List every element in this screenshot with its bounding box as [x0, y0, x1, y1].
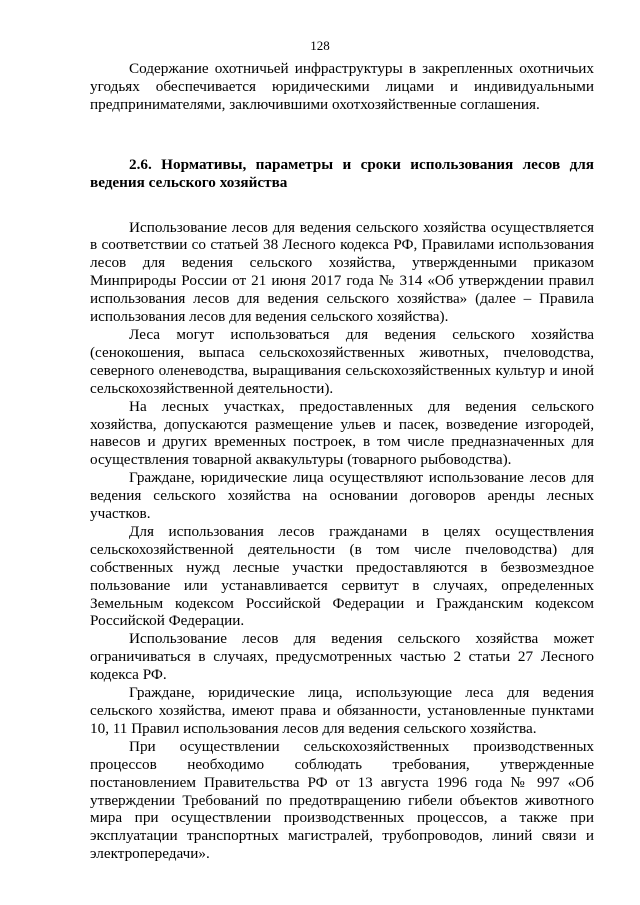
body-paragraph: Использование лесов для ведения сельского хозяйства осуществляется в соответствии со статьей 38 Лесного кодекса РФ, Правилами использования лесов для ведения сельского хозяйства, утвержденными приказом Минприроды России от 21 июня 2017 года № 314 «Об утверждении правил использования лесов для ведения сельского хозяйства» (далее – Правила использования лесов для ведения сельского хозяйства).	[90, 218, 594, 326]
body-paragraph: Граждане, юридические лица, использующие леса для ведения сельского хозяйства, имеют права и обязанности, установленные пунктами 10, 11 Правил использования лесов для ведения сельского хозяйства.	[90, 684, 594, 737]
page-content	[90, 60, 594, 863]
body-paragraph: При осуществлении сельскохозяйственных производственных процессов необходимо соблюдать требования, утвержденные постановлением Правительства РФ от 13 августа 1996 года № 997 «Об утверждении Требований по предотвращению гибели объектов животного мира при осуществлении производственных процессов, а также при эксплуатации транспортных магистралей, трубопроводов, линий связи и электропередачи».	[90, 737, 594, 863]
body-paragraph: Граждане, юридические лица осуществляют использование лесов для ведения сельского хозяйства на основании договоров аренды лесных участков.	[90, 469, 594, 523]
intro-paragraph: Содержание охотничьей инфраструктуры в закрепленных охотничьих угодьях обеспечивается юридическими лицами и индивидуальными предпринимателями, заключившими охотхозяйственные соглашения.	[90, 60, 594, 113]
body-paragraph: Использование лесов для ведения сельского хозяйства может ограничиваться в случаях, предусмотренных частью 2 статьи 27 Лесного кодекса РФ.	[90, 630, 594, 684]
body-paragraph: На лесных участках, предоставленных для ведения сельского хозяйства, допускаются размещение ульев и пасек, возведение изгородей, навесов и других временных построек, в том числе предназначенных для осуществления товарной аквакультуры (товарного рыбоводства).	[90, 397, 594, 469]
section-heading: 2.6. Нормативы, параметры и сроки использования лесов для ведения сельского хозяйства	[90, 155, 594, 191]
body-paragraph: Для использования лесов гражданами в целях осуществления сельскохозяйственной деятельности (в том числе пчеловодства) для собственных нужд лесные участки предоставляются в безвозмездное пользование или устанавливается сервитут в случаях, определенных Земельным кодексом Российской Федерации и Гражданским кодексом Российской Федерации.	[90, 522, 594, 630]
body-paragraph: Леса могут использоваться для ведения сельского хозяйства (сенокошения, выпаса сельскохозяйственных животных, пчеловодства, северного оленеводства, выращивания сельскохозяйственных культур и иной сельскохозяйственной деятельности).	[90, 325, 594, 397]
page-number: 128	[310, 38, 330, 53]
